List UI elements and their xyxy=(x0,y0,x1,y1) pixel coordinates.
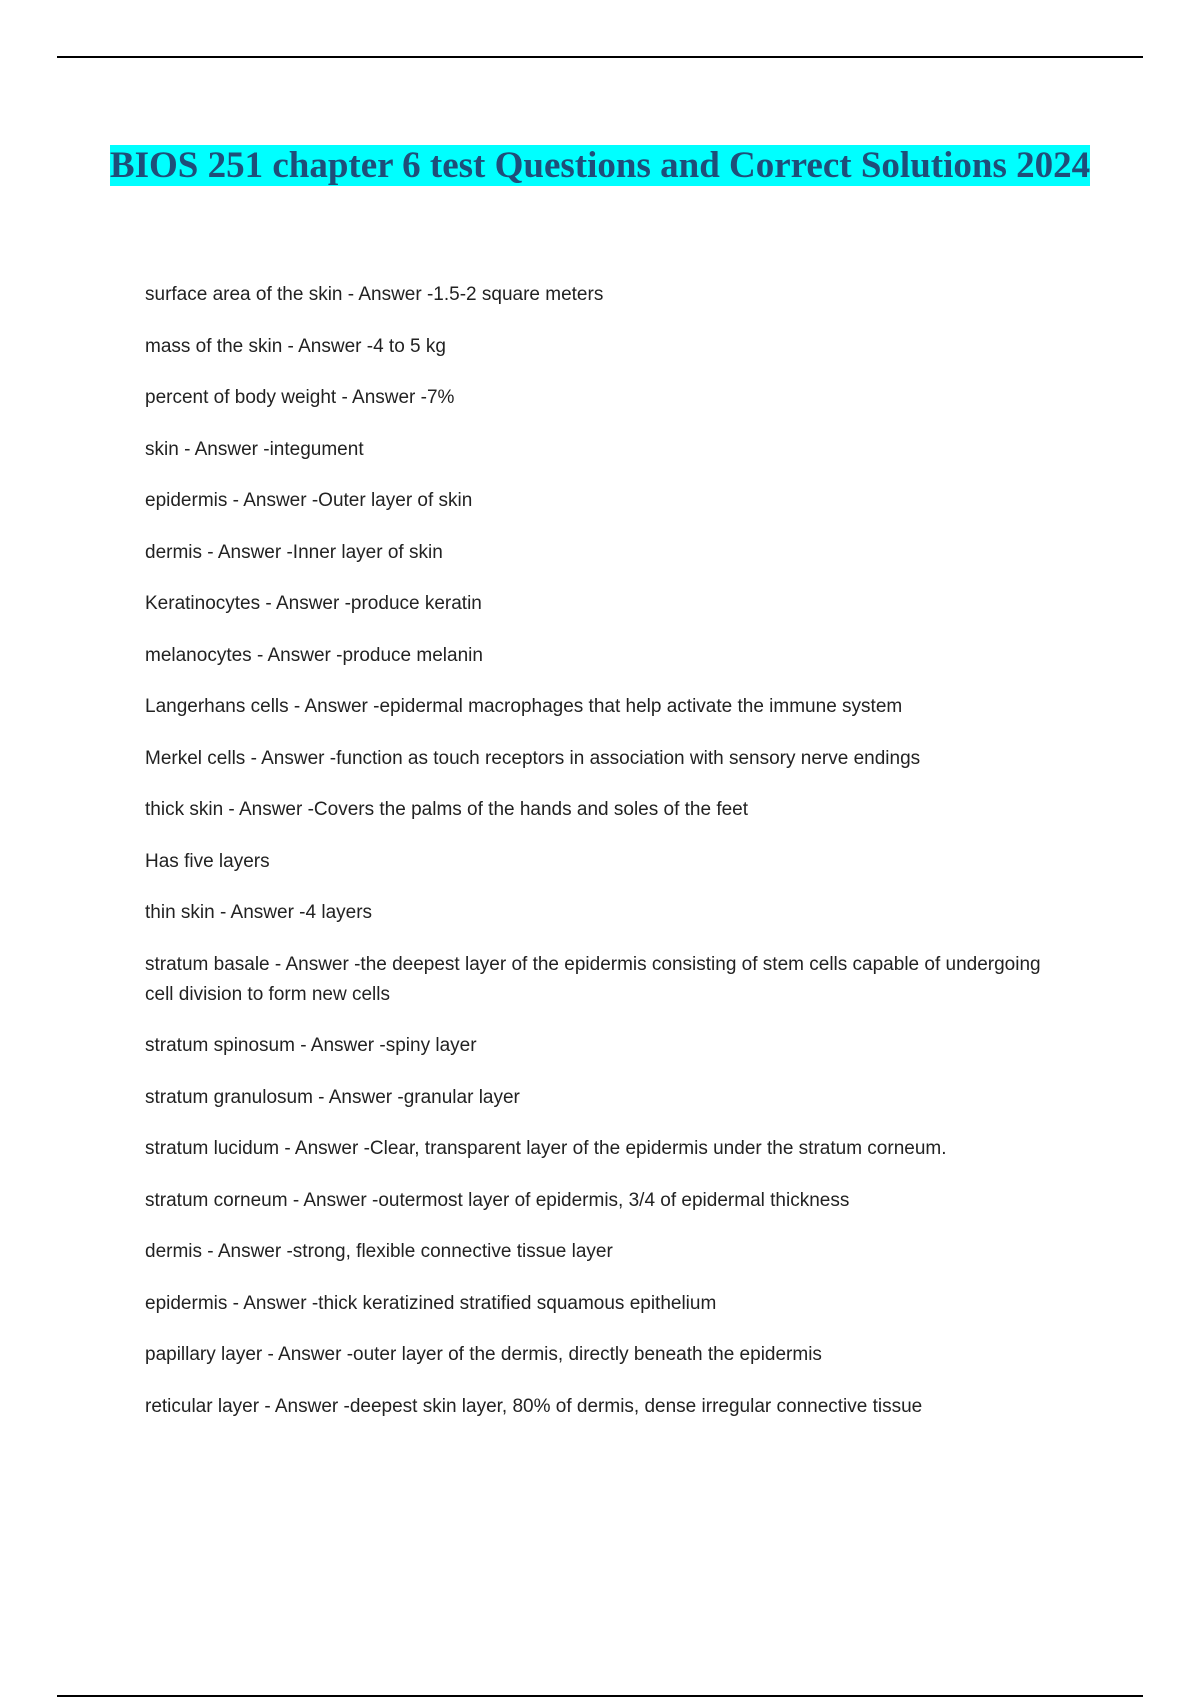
qa-item: Has five layers xyxy=(145,850,270,872)
qa-item: percent of body weight - Answer -7% xyxy=(145,387,455,408)
qa-item: epidermis - Answer -thick keratizined stratified squamous epithelium xyxy=(145,1292,717,1314)
qa-item: thick skin - Answer -Covers the palms of the hands and soles of the feet xyxy=(145,799,749,820)
qa-list xyxy=(145,280,1045,1443)
qa-item: stratum basale - Answer -the deepest layer of the epidermis consisting of stem cells capable of undergoing cell division to form new cells xyxy=(145,953,1041,1005)
qa-item: reticular layer - Answer -deepest skin layer, 80% of dermis, dense irregular connective tissue xyxy=(145,1395,923,1417)
document-title-text: BIOS 251 chapter 6 test Questions and Correct Solutions 2024 xyxy=(109,145,1091,186)
bottom-rule xyxy=(57,1695,1143,1697)
qa-item: Langerhans cells - Answer -epidermal macrophages that help activate the immune system xyxy=(145,696,903,717)
qa-item: skin - Answer -integument xyxy=(145,438,364,460)
qa-item: dermis - Answer -Inner layer of skin xyxy=(145,541,443,563)
qa-item: stratum corneum - Answer -outermost layer of epidermis, 3/4 of epidermal thickness xyxy=(145,1189,850,1211)
qa-item: dermis - Answer -strong, flexible connective tissue layer xyxy=(145,1241,613,1262)
qa-item: Merkel cells - Answer -function as touch receptors in association with sensory nerve endings xyxy=(145,747,921,769)
qa-item: stratum spinosum - Answer -spiny layer xyxy=(145,1035,477,1056)
qa-item: stratum granulosum - Answer -granular layer xyxy=(145,1086,520,1108)
qa-item: melanocytes - Answer -produce melanin xyxy=(145,644,483,666)
qa-item: thin skin - Answer -4 layers xyxy=(145,902,373,923)
qa-item: papillary layer - Answer -outer layer of the dermis, directly beneath the epidermis xyxy=(145,1344,822,1365)
qa-item: Keratinocytes - Answer -produce keratin xyxy=(145,593,482,614)
document-title xyxy=(60,143,1140,188)
top-rule xyxy=(57,56,1143,58)
qa-item: epidermis - Answer -Outer layer of skin xyxy=(145,490,473,511)
qa-item: surface area of the skin - Answer -1.5-2 square meters xyxy=(145,284,604,305)
qa-item: mass of the skin - Answer -4 to 5 kg xyxy=(145,335,446,357)
qa-item: stratum lucidum - Answer -Clear, transparent layer of the epidermis under the stratum corneum. xyxy=(145,1138,947,1159)
